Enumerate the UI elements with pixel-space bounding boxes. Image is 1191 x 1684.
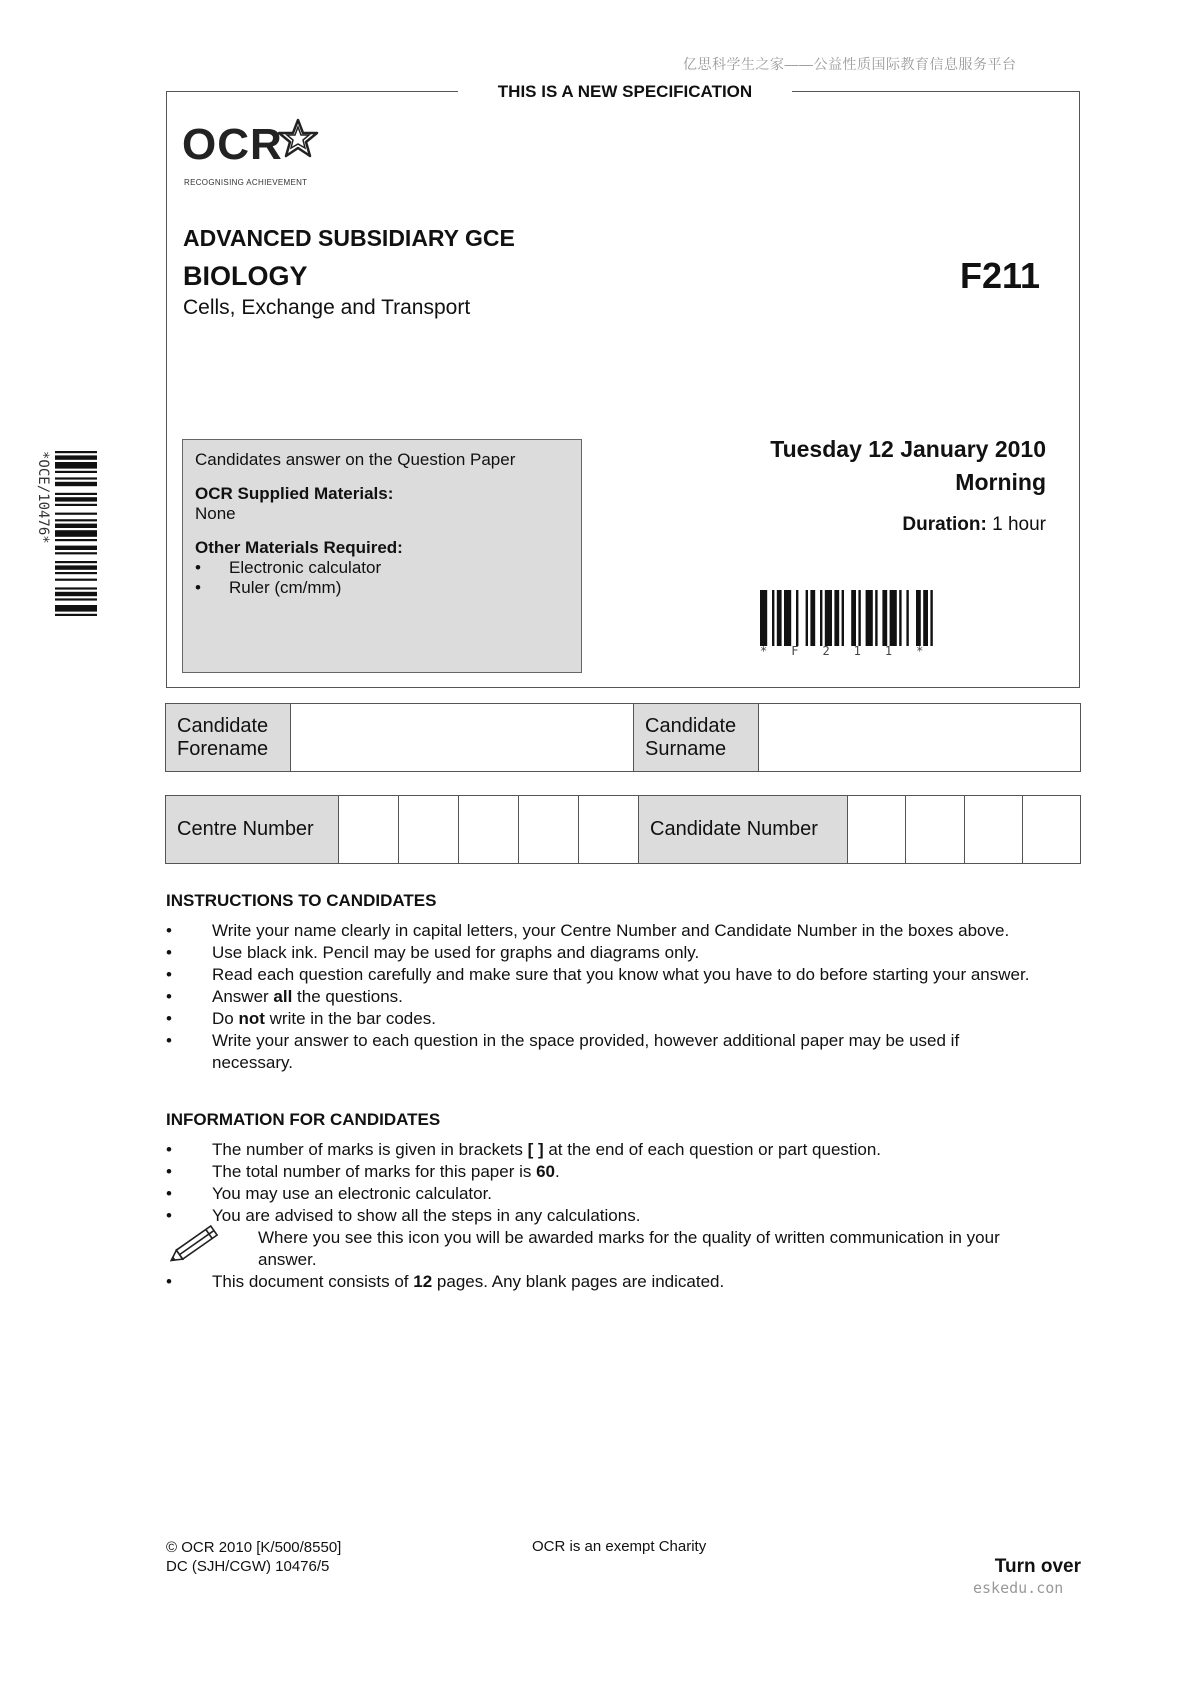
barcode-bar [55, 572, 97, 574]
main-barcode-text: *F211* [760, 644, 948, 658]
barcode-bar [55, 471, 97, 473]
forename-label-line1: Candidate [177, 714, 269, 737]
forename-label [166, 704, 291, 772]
barcode-bar [55, 552, 97, 554]
unit-title: Cells, Exchange and Transport [183, 296, 471, 319]
barcode-bar [820, 590, 822, 646]
pencil-icon [166, 1218, 228, 1268]
barcode-bar [866, 590, 873, 646]
copyright: © OCR 2010 [K/500/8550] [166, 1539, 342, 1556]
instruction-item: • Do not write in the bar codes. [166, 1008, 1086, 1030]
watermark-top: 亿思科学生之家——公益性质国际教育信息服务平台 [683, 56, 1017, 72]
number-boxes [165, 795, 1081, 864]
duration-label: Duration: [902, 514, 987, 535]
barcode-bar [851, 590, 856, 646]
barcode-bar [899, 590, 901, 646]
forename-label-line2: Forename [177, 737, 269, 760]
information-list [166, 1139, 1086, 1293]
star-icon [276, 118, 320, 158]
other-heading: Other Materials Required: [195, 538, 403, 557]
materials-box [182, 439, 582, 673]
document-ref: DC (SJH/CGW) 10476/5 [166, 1558, 330, 1575]
supplied-value: None [195, 504, 236, 523]
barcode-bar [55, 605, 97, 612]
exam-session: Morning [955, 469, 1046, 495]
information-item: • This document consists of 12 pages. Any blank pages are indicated. [166, 1271, 1086, 1293]
barcode-bar [55, 462, 97, 469]
instruction-item: • Answer all the questions. [166, 986, 1086, 1008]
barcode-bar [55, 546, 97, 550]
candidate-number-digit[interactable] [906, 796, 964, 864]
centre-number-label: Centre Number [166, 796, 339, 864]
surname-label-line2: Surname [645, 737, 727, 760]
barcode-bar [875, 590, 877, 646]
barcode-bar [784, 590, 791, 646]
subject-title: BIOLOGY [183, 261, 308, 291]
instructions-heading: INSTRUCTIONS TO CANDIDATES [166, 891, 437, 910]
information-heading: INFORMATION FOR CANDIDATES [166, 1110, 441, 1129]
barcode-bar [923, 590, 928, 646]
barcode-bar [55, 614, 97, 616]
surname-label [634, 704, 759, 772]
charity-note: OCR is an exempt Charity [532, 1538, 707, 1555]
instructions-list [166, 920, 1086, 1074]
information-item: • You may use an electronic calculator. [166, 1183, 1086, 1205]
candidate-number-digit[interactable] [848, 796, 906, 864]
exam-duration [902, 514, 1046, 536]
unit-code: F211 [960, 255, 1041, 296]
instruction-item: • Read each question carefully and make sure that you know what you have to do before starting your answer. [166, 964, 1086, 986]
watermark-bottom: eskedu.con [973, 1579, 1064, 1597]
barcode-bar [796, 590, 798, 646]
barcode-bar [55, 587, 97, 589]
instruction-item: • Write your answer to each question in the space provided, however additional paper may be used if necessary. [166, 1030, 1042, 1074]
candidate-number-digit[interactable] [964, 796, 1022, 864]
side-barcode-text: *OCE/10476* [35, 451, 51, 544]
barcode-bar [55, 565, 97, 569]
barcode-bar [882, 590, 887, 646]
forename-field[interactable] [291, 704, 634, 772]
pencil-note: Where you see this icon you will be awarded marks for the quality of written communication in your answer. [258, 1228, 1000, 1269]
barcode-bar [834, 590, 839, 646]
information-item: • You are advised to show all the steps in any calculations. [166, 1205, 1086, 1227]
information-item: • The total number of marks for this paper is 60. [166, 1161, 1086, 1183]
barcode-bar [55, 477, 97, 479]
surname-field[interactable] [759, 704, 1081, 772]
barcode-bar [760, 590, 767, 646]
barcode-bar [55, 598, 97, 600]
logo-text: OCR [182, 120, 283, 169]
instruction-item: • Write your name clearly in capital letters, your Centre Number and Candidate Number in the boxes above. [166, 920, 1086, 942]
side-barcode [43, 451, 99, 677]
other-item: • Ruler (cm/mm) [195, 578, 569, 598]
barcode-bar [55, 497, 97, 501]
barcode-bar [55, 451, 97, 453]
barcode-bar [55, 519, 97, 521]
barcode-bar [55, 592, 97, 596]
centre-number-digit[interactable] [519, 796, 579, 864]
barcode-bar [806, 590, 808, 646]
barcode-bar [55, 530, 97, 537]
barcode-bar [55, 524, 97, 528]
barcode-bar [55, 539, 97, 541]
barcode-bar [55, 513, 97, 515]
barcode-bar [777, 590, 782, 646]
barcode-bar [55, 504, 97, 506]
barcode-bar [55, 455, 97, 459]
barcode-bar [55, 579, 97, 581]
duration-value: 1 hour [992, 514, 1046, 535]
barcode-bar [906, 590, 908, 646]
supplied-heading: OCR Supplied Materials: [195, 484, 394, 503]
barcode-bar [55, 561, 97, 563]
ocr-logo [182, 120, 283, 170]
barcode-bar [916, 590, 921, 646]
centre-number-digit[interactable] [579, 796, 639, 864]
main-barcode [760, 590, 1047, 652]
information-item: • The number of marks is given in brackets [ ] at the end of each question or part question. [166, 1139, 1086, 1161]
barcode-bar [858, 590, 860, 646]
other-item: • Electronic calculator [195, 558, 569, 578]
instruction-item: • Use black ink. Pencil may be used for graphs and diagrams only. [166, 942, 1086, 964]
barcode-bar [55, 493, 97, 495]
logo-tagline: RECOGNISING ACHIEVEMENT [184, 178, 308, 187]
centre-number-digit[interactable] [459, 796, 519, 864]
spec-notice: THIS IS A NEW SPECIFICATION [497, 82, 753, 101]
barcode-bar [930, 590, 932, 646]
footer-left [166, 1538, 341, 1576]
barcode-bar [810, 590, 815, 646]
exam-date: Tuesday 12 January 2010 [770, 436, 1046, 462]
barcode-bar [890, 590, 897, 646]
barcode-bar [825, 590, 832, 646]
surname-label-line1: Candidate [645, 714, 737, 737]
qualification: ADVANCED SUBSIDIARY GCE [183, 225, 515, 251]
centre-number-digit[interactable] [339, 796, 399, 864]
candidate-number-digit[interactable] [1022, 796, 1080, 864]
barcode-bar [772, 590, 774, 646]
candidate-number-label: Candidate Number [639, 796, 848, 864]
answer-on-text: Candidates answer on the Question Paper [195, 450, 516, 469]
centre-number-digit[interactable] [399, 796, 459, 864]
barcode-bar [55, 482, 97, 486]
turn-over: Turn over [994, 1556, 1081, 1577]
candidate-name-boxes [165, 703, 1081, 772]
barcode-bar [842, 590, 844, 646]
